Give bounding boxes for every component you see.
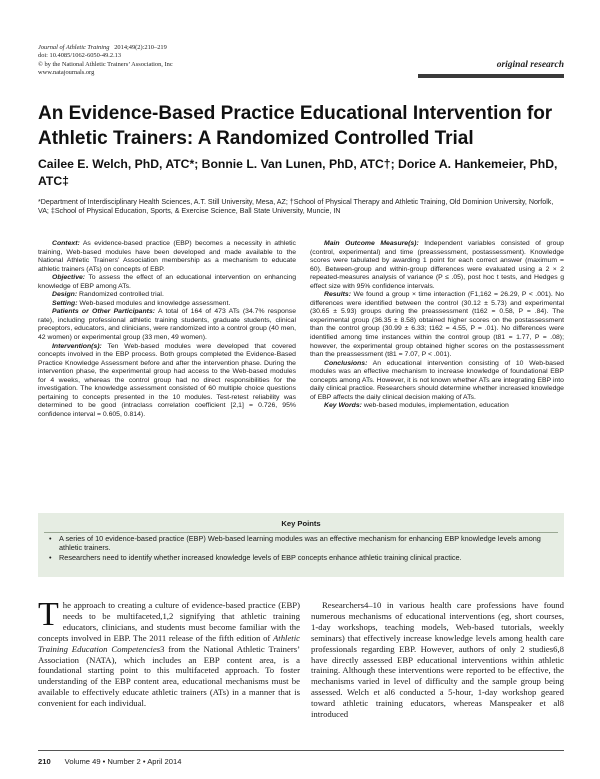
body-left-column bbox=[38, 596, 301, 709]
key-points-box bbox=[38, 513, 564, 577]
journal-doi: doi: 10.4085/1062-6050-49.2.13 bbox=[38, 52, 122, 60]
journal-copyright: © by the National Athletic Trainers’ Association, Inc bbox=[38, 60, 173, 68]
article-type-badge: original research bbox=[496, 60, 564, 70]
bullet-icon: • bbox=[49, 552, 52, 562]
journal-url: www.natajournals.org bbox=[38, 69, 95, 77]
abstract-results: Results: We found a group × time interaction (F1,162 = 26.29, P < .001). No differences were identified between the control (30.12 ± 5.73) and experimental (30.65 ± 5.93) groups during the preassessment (t162 = 0.58, P = .84). The experimental group (36.35 ± 8.58) obtained higher scores on the postassessment than the control group (30.99 ± 6.33; t162 = 4.55, P = .01). No differences were identified among time instances within the control group (t81 = 1.77, P = .08); however, the experimental group obtained higher scores on the postassessment than the preassessment (t81 = 7.07, P < .001). bbox=[310, 291, 565, 359]
abstract-keywords: Key Words: web-based modules, implementation, education bbox=[324, 402, 509, 410]
abstract-setting: Setting: Web-based modules and knowledge assessment. bbox=[52, 299, 231, 307]
key-points-title: Key Points bbox=[281, 519, 321, 528]
journal-name: Journal of Athletic Training bbox=[38, 44, 110, 51]
abstract-left-column bbox=[38, 240, 296, 419]
abstract-right-column bbox=[310, 240, 564, 411]
abstract-conclusions: Conclusions: An educational intervention consisting of 10 Web-based modules was an effective mechanism to increase knowledge of foundational EBP concepts among ATs. However, it is not known whether ATs are integrating EBP into daily clinical practice. Researchers should determine whether increased knowledge of EBP affects the daily clinical decision making of ATs. bbox=[310, 359, 565, 401]
body-paragraph: Researchers4–10 in various health care professions have found numerous mechanisms of educational interventions (eg, short courses, 1-day workshops, teaching models, Web-based tutorials, weekly seminars) that effectively increase knowledge levels among health care professionals regarding EBP. However, authors of only 2 studies6,8 have directly assessed EBP educational interventions within athletic training. Although these interventions were reported to be effective, the mechanisms varied in level of difficulty and the sample group being assessed. Welch et al6 conducted a 5-hour, 1-day workshop geared toward athletic training educators, whereas Manspeaker et al8 introduced bbox=[311, 600, 564, 720]
key-points-divider bbox=[44, 532, 558, 533]
abstract-measures: Main Outcome Measure(s): Independent variables consisted of group (control, experimental) and time (preassessment, postassessment). Knowledge scores were tabulated by awarding 1 point for each correct answer (maximum = 60). Between-group and within-group differences were evaluated using a 2 × 2 repeated-measures analysis of variance (P ≤ .05), post hoc t tests, and Hedges g effect size with 95% confidence intervals. bbox=[310, 240, 564, 290]
article-title: An Evidence-Based Practice Educational Intervention for Athletic Trainers: A Randomized Controlled Trial bbox=[38, 103, 553, 149]
abstract-intervention: Intervention(s): Ten Web-based modules were developed that covered concepts involved in the EBP process. Both groups completed the Evidence-Based Practice Knowledge Assessment before and after the intervention phase. During the intervention phase, the experimental group had access to the Web-based modules for 4 weeks, whereas the control group had no direct responsibilities for the investigation. The knowledge assessment consisted of 60 multiple choice questions pertaining to concepts presented in the 10 modules. Test-retest reliability was determined to be good (intraclass correlation coefficient [2,1] = 0.726, 95% confidence interval = 0.605, 0.814). bbox=[38, 342, 296, 418]
journal-info bbox=[38, 44, 173, 78]
drop-cap: T bbox=[38, 596, 59, 633]
abstract-context: Context: As evidence-based practice (EBP) becomes a necessity in athletic training, Web-based modules have been developed and made available to the National Athletic Trainers’ Association membership as a mechanism to educate athletic trainers (ATs) on concepts of EBP. bbox=[38, 240, 296, 273]
bullet-icon: • bbox=[49, 534, 52, 543]
header-rule bbox=[418, 74, 564, 78]
page-number: 210 bbox=[38, 757, 51, 766]
article-authors: Cailee E. Welch, PhD, ATC*; Bonnie L. Van Lunen, PhD, ATC†; Dorice A. Hankemeier, PhD, ATC‡ bbox=[38, 157, 558, 188]
body-right-column bbox=[311, 600, 564, 720]
key-point-item: • A series of 10 evidence-based practice (EBP) Web-based learning modules was an effective mechanism for enhancing EBP knowledge levels among athletic trainers. bbox=[49, 534, 541, 553]
key-points-list bbox=[48, 534, 556, 562]
abstract-design: Design: Randomized controlled trial. bbox=[52, 291, 164, 299]
footer-rule bbox=[38, 750, 564, 751]
key-point-item: • Researchers need to identify whether increased knowledge levels of EBP concepts enhance athletic training clinical practice. bbox=[49, 552, 462, 562]
abstract-participants: Patients or Other Participants: A total of 164 of 473 ATs (34.7% response rate), including professional athletic training students, graduate students, clinical preceptors, educators, and clinicians, were randomized into a control group (40 men, 42 women) or experimental group (33 men, 49 women). bbox=[38, 308, 296, 342]
abstract-objective: Objective: To assess the effect of an educational intervention on enhancing knowledge of EBP among ATs. bbox=[38, 274, 296, 290]
page-footer bbox=[38, 757, 181, 766]
author-affiliations: *Department of Interdisciplinary Health Sciences, A.T. Still University, Mesa, AZ; †School of Physical Therapy and Athletic Training, Old Dominion University, Norfolk, VA; ‡School of Physical Education, Sports, & Exercise Science, Ball State University, Muncie, IN bbox=[38, 198, 554, 216]
body-paragraph: The approach to creating a culture of evidence-based practice (EBP) needs to be multifaceted,1,2 signifying that athletic training educators, clinicians, and students must become familiar with the concepts involved in EBP. The 2011 release of the fifth edition of Athletic Training Education Competencies3 from the National Athletic Trainers’ Association (NATA), which includes an EBP content area, is a foundational starting point to this multifaceted approach. To foster understanding of the EBP content area, educational mechanisms must be available to effectively educate athletic trainers (ATs) in a manner that is convenient for each individual. bbox=[38, 596, 301, 709]
journal-citation bbox=[38, 44, 173, 52]
journal-issue: 2014;49(2):210–219 bbox=[114, 44, 167, 51]
volume-info: Volume 49 • Number 2 • April 2014 bbox=[64, 757, 182, 766]
